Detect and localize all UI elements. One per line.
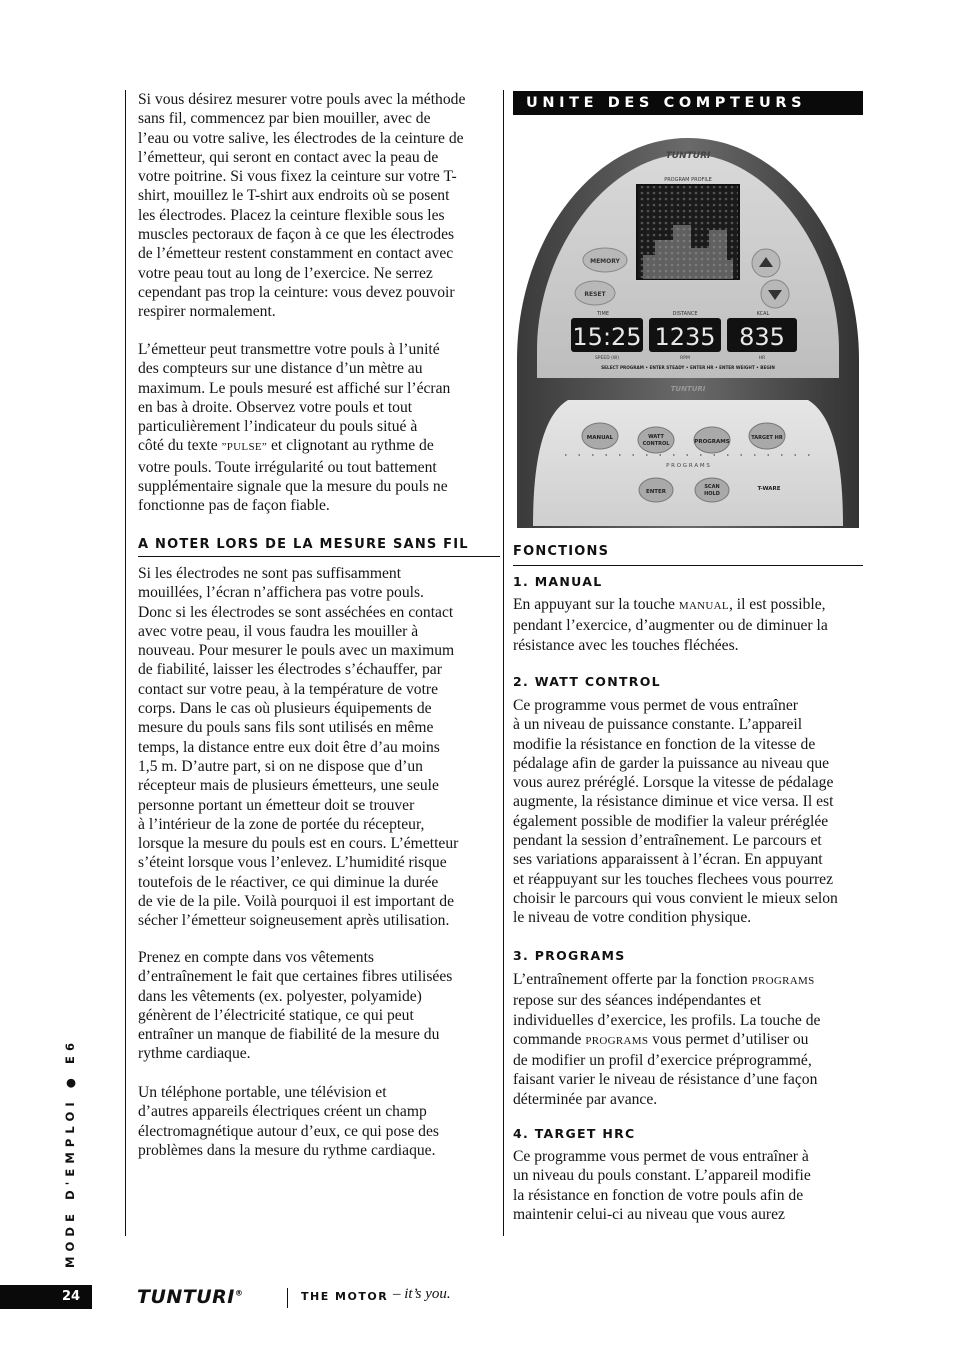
heading-programs: 3. PROGRAMS — [513, 948, 626, 963]
side-manual-label: MODE D'EMPLOI ● E6 — [63, 1037, 77, 1268]
paragraph-watt-control: Ce programme vous permet de vous entraîner à un niveau de puissance constante. L’appareil modifie la résistance en fonction de la vitesse de pédalage afin de garder la puissance au niveau que vous aurez préréglé. Lorsque la vitesse de pédalage augmente, la résistance diminue et vice versa. Il est également possible de modifier la valeur préréglée pendant la session d’entraînement. Le parcours et ses variations apparaissent à l’écran. En appuyant et réappuyant sur les touches flechees vous pourrez choisir le parcours qui vous convient le mieux selon le niveau de votre condition physique. — [513, 697, 838, 927]
manual-keyword: MANUAL — [678, 600, 729, 612]
scan-button-label-1: SCAN — [704, 484, 720, 490]
programs-strip-label: P R O G R A M S — [666, 463, 710, 469]
hr-label: HR — [758, 356, 766, 361]
display-time-value: 15:25 — [572, 323, 642, 351]
rpm-label: RPM — [680, 356, 690, 361]
scan-hold-button[interactable] — [695, 478, 729, 502]
slogan: THE MOTOR — [301, 1290, 389, 1303]
watt-button-label-1: WATT — [648, 434, 664, 440]
console-brand-top: TUNTURI — [665, 151, 711, 161]
text-part: En appuyant sur la touche — [513, 596, 679, 613]
enter-button-label: ENTER — [645, 489, 667, 495]
watt-control-button[interactable] — [638, 427, 674, 453]
time-label: TIME — [596, 311, 610, 317]
heading-wireless-notes: A NOTER LORS DE LA MESURE SANS FIL — [138, 537, 469, 552]
console-brand-mid: TUNTURI — [670, 385, 706, 393]
tware-logo: T-WARE — [757, 486, 781, 492]
display-kcal-value: 835 — [739, 323, 785, 351]
footer-divider — [287, 1288, 288, 1308]
paragraph-electrode-reliability: Si les électrodes ne sont pas suffisamment mouillées, l’écran n’affichera pas votre pouls. Donc si les électrodes se sont asséchées en contact avec votre peau, il vous faudra les mouiller à nouveau. Pour mesurer le pouls avec un maximum de fiabilité, laisser les électrodes s’échauffer, par contact sur votre peau, à la température de votre corps. Dans le cas où plusieurs équipements de mesure du pouls sans fils sont utilisés en même temps, la distance entre eux doit être d’au moins 1,5 m. D’autre part, si on ne dispose que d’un récepteur mais de plusieurs émetteurs, une seule personne portant un émetteur doit se trouver à l’intérieur de la zone de portée du récepteur, lorsque la mesure du pouls est en cours. L’émetteur s’éteint lorsque vous l’enlevez. L’humidité risque toutefois de le réactiver, ce qui diminue la durée de vie de la pile. Voilà pourquoi il est important de sécher l’émetteur soigneusement après utilisation. — [138, 565, 459, 930]
section-banner: UNITE DES COMPTEURS — [513, 91, 863, 115]
instruction-strip: SELECT PROGRAM • ENTER STEADY • ENTER HR • ENTER WEIGHT • BEGIN — [601, 365, 775, 370]
paragraph-wet-electrodes: Si vous désirez mesurer votre pouls avec la méthode sans fil, commencez par bien mouiller, avec de l’eau ou votre salive, les électrodes de la ceinture de l’émetteur, qui seront en contact avec la peau de votre poitrine. Si vous fixez la ceinture sur votre T- shirt, mouillez le T-shirt aux endroits où se posent les électrodes. Placez la ceinture flexible sous les muscles pectoraux de façon à ce que les électrodes de l’émetteur restent constamment en contact avec votre peau tout au long de l’exercice. Ne serrez cependant pas trop la ceinture: vous devez pouvoir respirer normalement. — [138, 91, 466, 321]
page-number: 24 — [0, 1285, 92, 1309]
text-part: L’entraînement offerte par la fonction — [513, 971, 752, 988]
registered-mark: ® — [234, 1288, 244, 1298]
paragraph-target-hrc: Ce programme vous permet de vous entraîner à un niveau du pouls constant. L’appareil modifie la résistance en fonction de votre pouls afin de maintenir celui-ci au niveau que vous aurez — [513, 1148, 811, 1223]
console-illustration — [513, 130, 863, 530]
text-part: repose sur des séances indépendantes et individuelles d’exercice, les profils. La touche de commande — [513, 992, 821, 1048]
text-part: vous permet d’utiliser ou de modifier un profil d’exercice préprogrammé, faisant varier le niveau de résistance d’une façon déterminée par avance. — [513, 1030, 818, 1108]
program-profile-label: PROGRAM PROFILE — [664, 177, 712, 183]
distance-label: DISTANCE — [672, 311, 698, 317]
paragraph-programs — [513, 970, 863, 1109]
paragraph-manual — [513, 595, 863, 655]
target-hr-button-label: TARGET HR — [751, 435, 783, 441]
scan-button-label-2: HOLD — [704, 491, 720, 497]
text-part: , il est possible, pendant l’exercice, d’augmenter ou de diminuer la résistance avec les touches fléchées. — [513, 596, 828, 654]
tunturi-logo — [137, 1286, 243, 1308]
paragraph-clothing-static: Prenez en compte dans vos vêtements d’entraînement le fait que certaines fibres utilisées dans les vêtements (ex. polyester, polyamide) génèrent de l’électricité statique, ce qui peut entraîner un manque de fiabilité de la mesure du rythme cardiaque. — [138, 949, 453, 1063]
heading-target-hrc: 4. TARGET HRC — [513, 1126, 636, 1141]
memory-button-label: MEMORY — [590, 258, 620, 265]
programs-keyword: PROGRAMS — [585, 1034, 649, 1047]
manual-button-label: MANUAL — [586, 435, 614, 441]
heading-fonctions: FONCTIONS — [513, 544, 610, 559]
slogan-italic: – it’s you. — [393, 1286, 451, 1302]
display-distance-value: 1235 — [654, 323, 716, 351]
paragraph-electromagnetic: Un téléphone portable, une télévision et d’autres appareils électriques créent un champ électromagnétique autour d’eux, ce qui pose des problèmes dans la mesure du rythme cardiaque. — [138, 1084, 439, 1159]
heading-underline — [138, 556, 500, 557]
heading-watt-control: 2. WATT CONTROL — [513, 674, 661, 689]
text-part: et clignotant au rythme de votre pouls. Toute irrégularité ou tout battement supplémentaire signale que la mesure du pouls ne fonctionne pas de façon fiable. — [138, 437, 448, 515]
middle-column-rule — [503, 90, 504, 1236]
fonctions-underline — [513, 565, 863, 566]
programs-button-label: PROGRAMS — [694, 439, 730, 445]
left-column-rule — [125, 90, 126, 1236]
kcal-label: KCAL — [756, 311, 770, 317]
watt-button-label-2: CONTROL — [642, 441, 670, 447]
speed-label: SPEED (W) — [594, 356, 620, 361]
logo-text: TUNTURI — [137, 1286, 235, 1308]
reset-button-label: RESET — [584, 291, 606, 298]
programs-keyword: PROGRAMS — [751, 975, 815, 987]
pulse-keyword: ”PULSE” — [221, 441, 268, 454]
paragraph-transmitter-range — [138, 340, 498, 516]
text-part: L’émetteur peut transmettre votre pouls à l’unité des compteurs sur une distance d’un mètre au maximum. Le pouls mesuré est affiché sur l’écran en bas à droite. Observez votre pouls et tout particulièrement l’indicateur du pouls situé à côté du texte — [138, 341, 451, 455]
heading-manual: 1. MANUAL — [513, 574, 603, 589]
